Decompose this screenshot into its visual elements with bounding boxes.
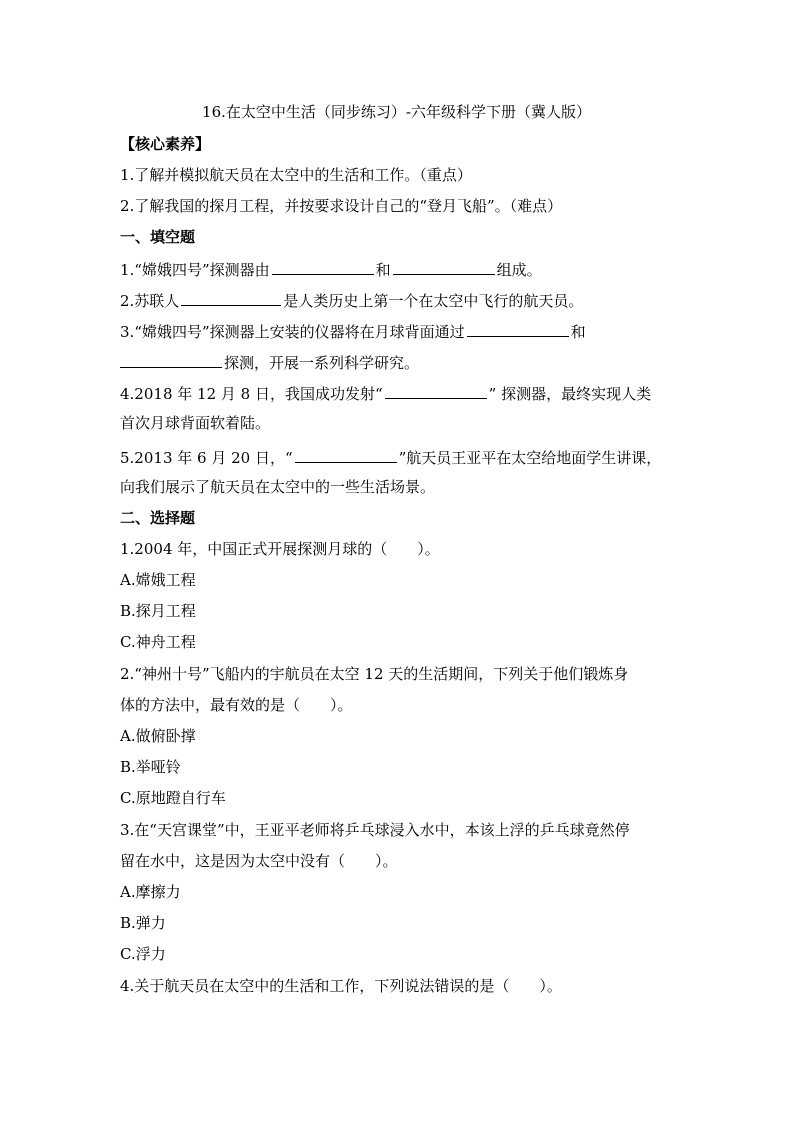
fill-question-4-line-1 bbox=[120, 382, 651, 402]
fill-question-2 bbox=[120, 289, 583, 309]
fill-q1-blank-1[interactable] bbox=[272, 258, 374, 275]
choice-q1-option-c[interactable]: C.神舟工程 bbox=[120, 633, 196, 651]
core-literacy-heading: 【核心素养】 bbox=[120, 135, 211, 153]
fill-blank-heading: 一、填空题 bbox=[120, 228, 196, 246]
choice-q3-stem-line-1: 3.在“天宫课堂”中，王亚平老师将乒乓球浸入水中，本该上浮的乒乓球竟然停 bbox=[120, 821, 630, 839]
choice-q3-stem-line-2: 留在水中，这是因为太空中没有（ ）。 bbox=[120, 852, 398, 870]
fill-q2-text-b: 是人类历史上第一个在太空中飞行的航天员。 bbox=[283, 292, 584, 310]
fill-q2-blank-1[interactable] bbox=[181, 289, 281, 306]
fill-q4-text-b: ” 探测器，最终实现人类 bbox=[488, 385, 652, 403]
choice-q4-stem: 4.关于航天员在太空中的生活和工作，下列说法错误的是（ ）。 bbox=[120, 977, 562, 995]
fill-q4-text-a: 4.2018 年 12 月 8 日，我国成功发射“ bbox=[120, 385, 383, 403]
fill-question-3-line-2 bbox=[120, 351, 419, 371]
fill-q1-text-a: 1.“嫦娥四号”探测器由 bbox=[120, 261, 270, 279]
fill-q3-blank-1[interactable] bbox=[467, 320, 569, 337]
fill-q1-text-b: 和 bbox=[375, 261, 391, 279]
core-item-1: 1.了解并模拟航天员在太空中的生活和工作。（重点） bbox=[120, 166, 472, 184]
fill-q3-text-a: 3.“嫦娥四号”探测器上安装的仪器将在月球背面通过 bbox=[120, 323, 465, 341]
choice-q1-option-a[interactable]: A.嫦娥工程 bbox=[120, 571, 196, 589]
choice-q3-option-a[interactable]: A.摩擦力 bbox=[120, 883, 181, 901]
fill-q3-text-b: 和 bbox=[570, 323, 586, 341]
fill-q5-text-b: ”航天员王亚平在太空给地面学生讲课， bbox=[398, 449, 662, 467]
choice-q1-option-b[interactable]: B.探月工程 bbox=[120, 602, 196, 620]
choice-q2-stem-line-2: 体的方法中，最有效的是（ ）。 bbox=[120, 696, 353, 714]
fill-q5-blank-1[interactable] bbox=[295, 446, 397, 463]
fill-question-5-line-1 bbox=[120, 446, 661, 466]
fill-q3-blank-2[interactable] bbox=[120, 351, 222, 368]
choice-q3-option-b[interactable]: B.弹力 bbox=[120, 914, 166, 932]
fill-q2-text-a: 2.苏联人 bbox=[120, 292, 180, 310]
fill-q5-text-a: 5.2013 年 6 月 20 日，“ bbox=[120, 449, 293, 467]
fill-q1-text-c: 组成。 bbox=[496, 261, 542, 279]
page-title: 16.在太空中生活（同步练习）-六年级科学下册（冀人版） bbox=[202, 103, 591, 121]
fill-q3-text-c: 探测，开展一系列科学研究。 bbox=[224, 354, 420, 372]
fill-question-3-line-1 bbox=[120, 320, 586, 340]
choice-q2-option-b[interactable]: B.举哑铃 bbox=[120, 758, 181, 776]
choice-q2-stem-line-1: 2.“神州十号”飞船内的宇航员在太空 12 天的生活期间，下列关于他们锻炼身 bbox=[120, 665, 629, 683]
choice-q2-option-c[interactable]: C.原地蹬自行车 bbox=[120, 789, 226, 807]
fill-q1-blank-2[interactable] bbox=[393, 258, 495, 275]
choice-q2-option-a[interactable]: A.做俯卧撑 bbox=[120, 727, 196, 745]
choice-q3-option-c[interactable]: C.浮力 bbox=[120, 945, 166, 963]
fill-question-5-line-2: 向我们展示了航天员在太空中的一些生活场景。 bbox=[120, 478, 436, 496]
choice-q1-stem: 1.2004 年，中国正式开展探测月球的（ ）。 bbox=[120, 540, 440, 558]
core-item-2: 2.了解我国的探月工程，并按要求设计自己的“登月飞船”。（难点） bbox=[120, 197, 563, 215]
multiple-choice-heading: 二、选择题 bbox=[120, 509, 196, 527]
fill-question-4-line-2: 首次月球背面软着陆。 bbox=[120, 414, 271, 432]
fill-q4-blank-1[interactable] bbox=[385, 382, 487, 399]
fill-question-1 bbox=[120, 258, 542, 278]
